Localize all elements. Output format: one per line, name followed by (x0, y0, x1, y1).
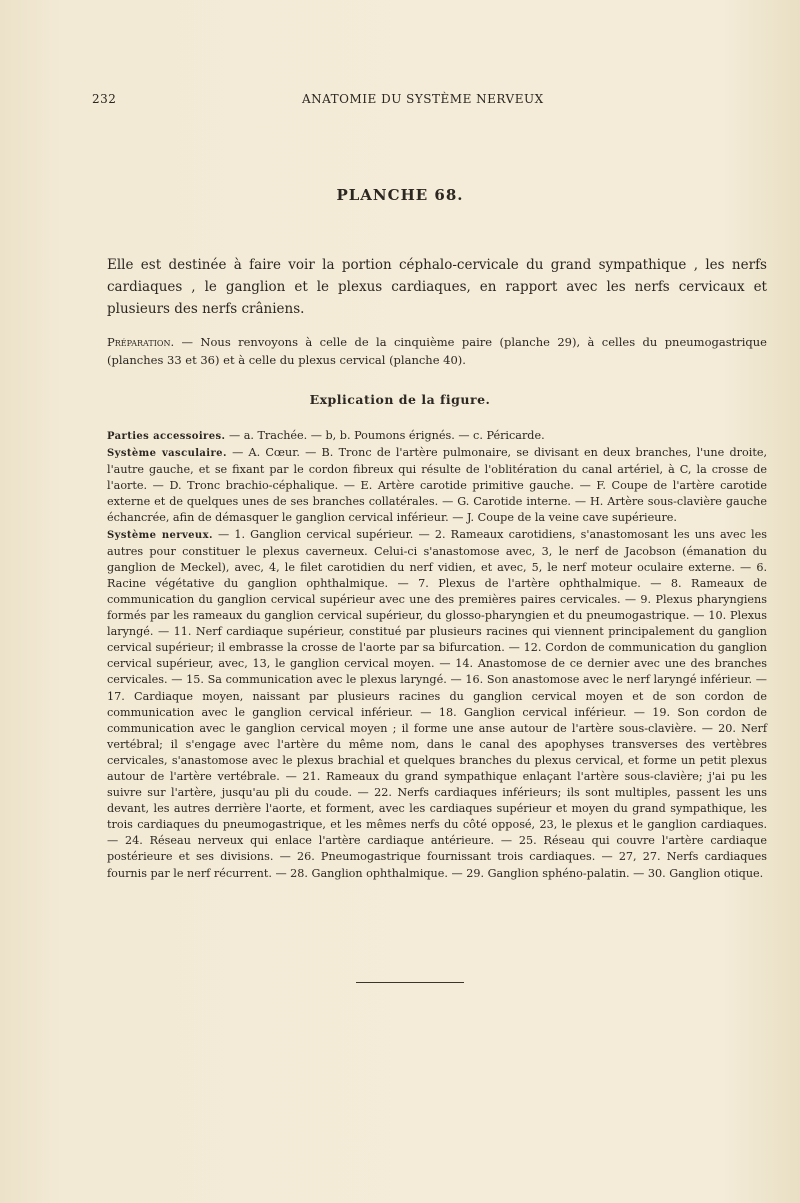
page-header (92, 92, 712, 112)
section-text: — a. Trachée. — b, b. Poumons érignés. — c. Péricarde. (225, 429, 545, 442)
preparation-label: Préparation. (107, 335, 175, 349)
section-label: Système nerveux. (107, 529, 213, 541)
section-nervous-system (107, 527, 767, 882)
explanation-body (107, 428, 767, 882)
section-label: Parties accessoires. (107, 431, 226, 442)
section-text: — A. Cœur. — B. Tronc de l'artère pulmonaire, se divisant en deux branches, l'une droite, l'autre gauche, et se fixant par le cordon fibreux qui résulte de l'oblitération du canal artériel, à C, la crosse de l'aorte. — D. Tronc brachio-céphalique. — E. Artère carotide primitive gauche. — F. Coupe de l'artère carotide externe et de quelques unes de ses branches collatérales. — G. Carotide interne. — H. Artère sous-clavière gauche échancrée, afin de démasquer le ganglion cervical inférieur. — J. Coupe de la veine cave supérieure. (107, 446, 767, 525)
page-number: 232 (92, 92, 117, 106)
section-label: Système vasculaire. (107, 448, 227, 460)
section-accessory-parts (107, 428, 767, 445)
section-vascular-system (107, 445, 767, 526)
explanation-heading: Explication de la figure. (309, 392, 491, 407)
intro-paragraph: Elle est destinée à faire voir la portion céphalo-cervicale du grand sympathique , les nerfs cardiaques , le ganglion et le plexus cardiaques, en rapport avec les nerfs cervicaux et plusieurs des nerfs crâniens. (107, 257, 767, 317)
preparation-text: — Nous renvoyons à celle de la cinquième paire (planche 29), à celles du pneumogastrique (planches 33 et 36) et à celle du plexus cervical (planche 40). (107, 335, 767, 367)
closing-rule (356, 982, 464, 983)
running-title: ANATOMIE DU SYSTÈME NERVEUX (302, 92, 544, 106)
plate-title: PLANCHE 68. (336, 186, 464, 204)
section-text: — 1. Ganglion cervical supérieur. — 2. Rameaux carotidiens, s'anastomosant les uns avec les autres pour constituer le plexus caverneux. Celui-ci s'anastomose avec, 3, le nerf de Jacobson (émanation du ganglion de Meckel), avec, 4, le filet carotidien du nerf vidien, et avec, 5, le nerf moteur oculaire externe. — 6. Racine végétative du ganglion ophthalmique. — 7. Plexus de l'artère ophthalmique. — 8. Rameaux de communication du ganglion cervical supérieur avec une des premières paires cervicales. — 9. Plexus pharyngiens formés par les rameaux du ganglion cervical supérieur, du glosso-pharyngien et du pneumogastrique. — 10. Plexus laryngé. — 11. Nerf cardiaque supérieur, constitué par plusieurs racines qui viennent principalement du ganglion cervical supérieur; il embrasse la crosse de l'aorte par sa bifurcation. — 12. Cordon de communication du ganglion cervical supérieur, avec, 13, le ganglion cervical moyen. — 14. Anastomose de ce dernier avec une des branches cervicales. — 15. Sa communication avec le plexus laryngé. — 16. Son anastomose avec le nerf laryngé inférieur. — 17. Cardiaque moyen, naissant par plusieurs racines du ganglion cervical moyen et de son cordon de communication avec le ganglion cervical inférieur. — 18. Ganglion cervical inférieur. — 19. Son cordon de communication avec le ganglion cervical moyen ; il forme une anse autour de l'artère sous-clavière. — 20. Nerf vertébral; il s'engage avec l'artère du même nom, dans le canal des apophyses transverses des vertèbres cervicales, s'anastomose avec le plexus brachial et quelques branches du plexus cervical, et forme un petit plexus autour de l'artère vertébrale. — 21. Rameaux du grand sympathique enlaçant l'artère sous-clavière; j'ai pu les suivre sur l'artère, jusqu'au pli du coude. — 22. Nerfs cardiaques inférieurs; ils sont multiples, passent les uns devant, les autres derrière l'aorte, et forment, avec les cardiaques supérieur et moyen du grand sympathique, les trois cardiaques du pneumogastrique, et les mêmes nerfs du côté opposé, 23, le plexus et le ganglion cardiaques. — 24. Réseau nerveux qui enlace l'artère cardiaque antérieure. — 25. Réseau qui couvre l'artère cardiaque postérieure et ses divisions. — 26. Pneumogastrique fournissant trois cardiaques. — 27, 27. Nerfs cardiaques fournis par le nerf récurrent. — 28. Ganglion ophthalmique. — 29. Ganglion sphéno-palatin. — 30. Ganglion otique. (107, 527, 767, 880)
preparation-paragraph (107, 333, 767, 369)
